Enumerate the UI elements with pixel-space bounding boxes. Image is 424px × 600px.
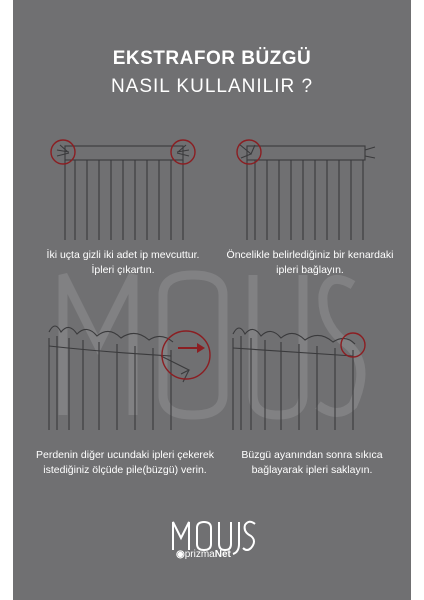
brand-name: ◉prizmaNet xyxy=(176,549,231,560)
brand-icon: ◉ xyxy=(176,549,185,560)
page-subtitle: NASIL KULLANILIR ? xyxy=(110,76,314,97)
step-2-illustration xyxy=(229,128,389,243)
step-1-caption: İki uçta gizli iki adet ip mevcuttur. İpleri çıkartın. xyxy=(46,249,200,276)
step-3-illustration xyxy=(43,312,213,432)
step-4-illustration xyxy=(229,312,389,432)
instruction-sheet xyxy=(13,0,411,600)
page-title: EKSTRAFOR BÜZGÜ xyxy=(112,48,312,69)
step-3-caption: Perdenin diğer ucundaki ipleri çekerek istediğiniz ölçüde pile(büzgü) verin. xyxy=(35,449,215,476)
step-2-caption: Öncelikle belirlediğiniz bir kenardaki ipleri bağlayın. xyxy=(226,249,394,276)
step-4-caption: Büzgü ayanından sonra sıkıca bağlayarak ipleri saklayın. xyxy=(241,449,383,476)
step-1-illustration xyxy=(43,128,203,243)
